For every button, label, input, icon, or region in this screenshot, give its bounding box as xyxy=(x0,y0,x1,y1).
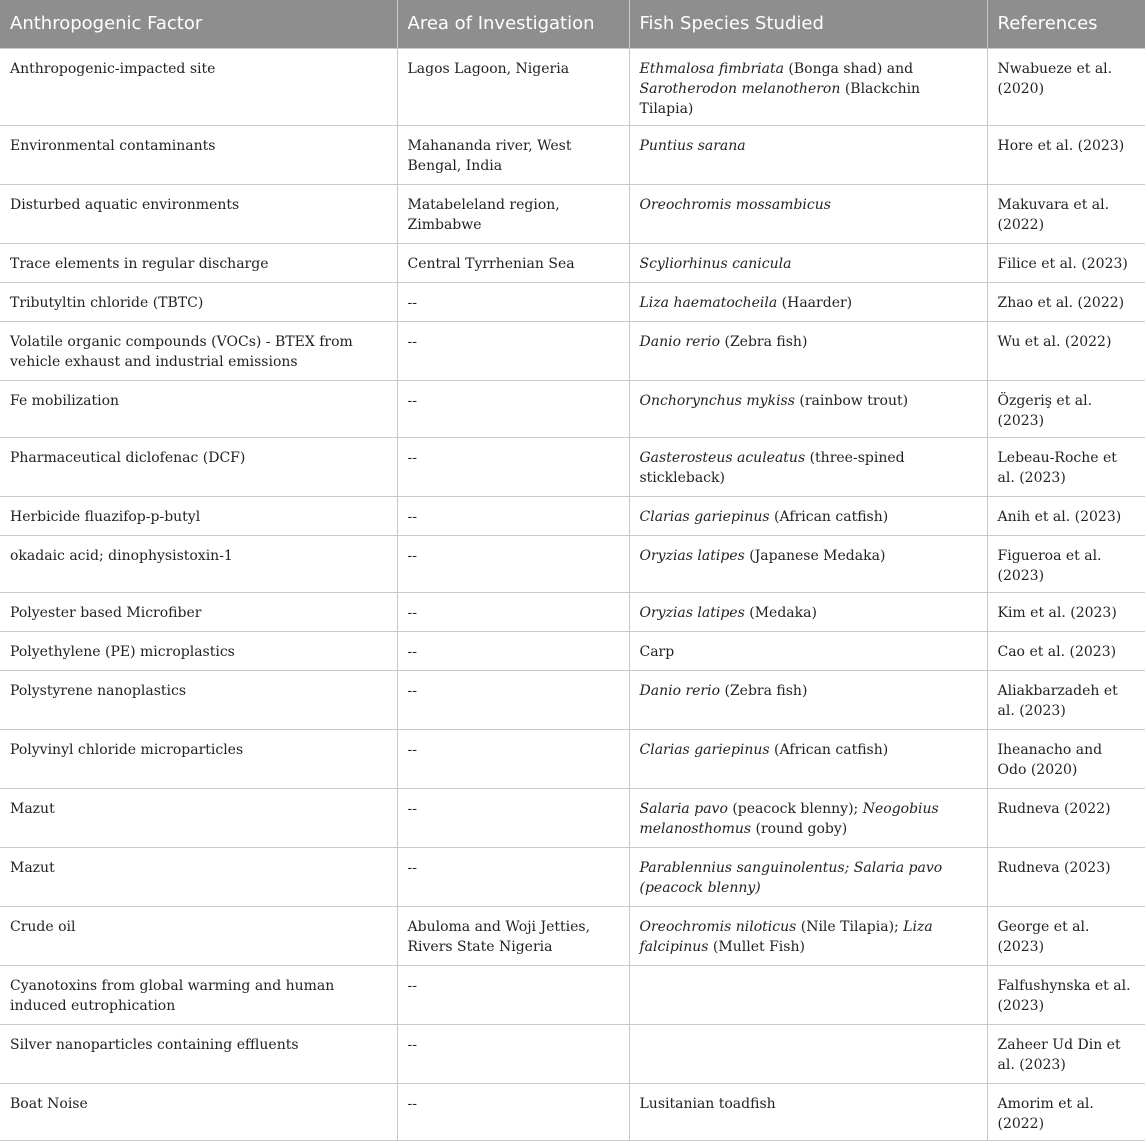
cell-area-of-investigation: -- xyxy=(397,729,629,788)
cell-reference: Rudneva (2022) xyxy=(987,788,1145,847)
cell-fish-species xyxy=(629,282,987,321)
species-text: (Bonga shad) and xyxy=(783,60,914,77)
table-row xyxy=(0,788,1145,847)
species-text: (African catfish) xyxy=(769,741,889,758)
cell-fish-species xyxy=(629,788,987,847)
cell-area-of-investigation: -- xyxy=(397,1024,629,1083)
species-scientific-name: Clarias gariepinus xyxy=(639,741,770,758)
species-scientific-name: Gasterosteus aculeatus xyxy=(639,449,806,466)
cell-anthropogenic-factor: Polyvinyl chloride microparticles xyxy=(0,729,397,788)
species-scientific-name: Scyliorhinus canicula xyxy=(639,255,792,272)
cell-area-of-investigation: Abuloma and Woji Jetties, Rivers State Nigeria xyxy=(397,906,629,965)
cell-area-of-investigation: -- xyxy=(397,437,629,496)
cell-anthropogenic-factor: Mazut xyxy=(0,788,397,847)
species-scientific-name: Danio rerio xyxy=(639,682,721,699)
cell-area-of-investigation: -- xyxy=(397,535,629,592)
cell-anthropogenic-factor: Polyester based Microfiber xyxy=(0,592,397,631)
table-row xyxy=(0,1024,1145,1083)
cell-reference: Amorim et al. (2022) xyxy=(987,1083,1145,1140)
species-text: (Mullet Fish) xyxy=(708,938,805,955)
table-row xyxy=(0,184,1145,243)
species-scientific-name: Liza haematocheila xyxy=(639,294,778,311)
header-fish-species-studied: Fish Species Studied xyxy=(629,0,987,48)
cell-anthropogenic-factor: Crude oil xyxy=(0,906,397,965)
species-text: (Zebra fish) xyxy=(720,333,808,350)
header-references: References xyxy=(987,0,1145,48)
table-row xyxy=(0,670,1145,729)
cell-reference: Makuvara et al. (2022) xyxy=(987,184,1145,243)
table-body xyxy=(0,48,1145,1140)
species-scientific-name: Sarotherodon melanotheron xyxy=(639,80,841,97)
cell-fish-species xyxy=(629,243,987,282)
species-text: (three-spined stickleback) xyxy=(639,449,905,486)
cell-fish-species xyxy=(629,1083,987,1140)
table-row xyxy=(0,125,1145,184)
species-text: (Japanese Medaka) xyxy=(744,547,886,564)
cell-area-of-investigation: Central Tyrrhenian Sea xyxy=(397,243,629,282)
cell-anthropogenic-factor: Mazut xyxy=(0,847,397,906)
cell-anthropogenic-factor: Boat Noise xyxy=(0,1083,397,1140)
species-scientific-name: Ethmalosa fimbriata xyxy=(639,60,784,77)
cell-anthropogenic-factor: Pharmaceutical diclofenac (DCF) xyxy=(0,437,397,496)
cell-reference: Cao et al. (2023) xyxy=(987,631,1145,670)
cell-reference: Rudneva (2023) xyxy=(987,847,1145,906)
table-header xyxy=(0,0,1145,48)
cell-reference: Lebeau-Roche et al. (2023) xyxy=(987,437,1145,496)
species-text: Lusitanian toadfish xyxy=(639,1095,776,1112)
cell-area-of-investigation: -- xyxy=(397,788,629,847)
table-row xyxy=(0,48,1145,125)
cell-fish-species xyxy=(629,535,987,592)
cell-fish-species xyxy=(629,1024,987,1083)
species-text: (Zebra fish) xyxy=(720,682,808,699)
cell-area-of-investigation: -- xyxy=(397,321,629,380)
cell-reference: Zaheer Ud Din et al. (2023) xyxy=(987,1024,1145,1083)
cell-fish-species xyxy=(629,847,987,906)
cell-reference: Falfushynska et al. (2023) xyxy=(987,965,1145,1024)
cell-fish-species xyxy=(629,729,987,788)
cell-anthropogenic-factor: okadaic acid; dinophysistoxin-1 xyxy=(0,535,397,592)
cell-area-of-investigation: Mahananda river, West Bengal, India xyxy=(397,125,629,184)
cell-anthropogenic-factor: Polyethylene (PE) microplastics xyxy=(0,631,397,670)
cell-reference: Zhao et al. (2022) xyxy=(987,282,1145,321)
species-scientific-name: Danio rerio xyxy=(639,333,721,350)
species-scientific-name: Clarias gariepinus xyxy=(639,508,770,525)
table-row xyxy=(0,965,1145,1024)
cell-anthropogenic-factor: Anthropogenic-impacted site xyxy=(0,48,397,125)
cell-anthropogenic-factor: Herbicide fluazifop-p-butyl xyxy=(0,496,397,535)
cell-fish-species xyxy=(629,380,987,437)
cell-fish-species xyxy=(629,437,987,496)
cell-fish-species xyxy=(629,125,987,184)
species-scientific-name: Parablennius sanguinolentus; Salaria pavo (peacock blenny) xyxy=(639,859,943,896)
species-scientific-name: Liza falcipinus xyxy=(639,918,933,955)
species-text: (Blackchin Tilapia) xyxy=(639,80,921,117)
cell-anthropogenic-factor: Tributyltin chloride (TBTC) xyxy=(0,282,397,321)
cell-anthropogenic-factor: Fe mobilization xyxy=(0,380,397,437)
table-row xyxy=(0,535,1145,592)
table-row xyxy=(0,1083,1145,1140)
cell-fish-species xyxy=(629,184,987,243)
cell-reference: Wu et al. (2022) xyxy=(987,321,1145,380)
species-text: (Haarder) xyxy=(777,294,853,311)
cell-area-of-investigation: Lagos Lagoon, Nigeria xyxy=(397,48,629,125)
cell-area-of-investigation: -- xyxy=(397,965,629,1024)
species-scientific-name: Oreochromis niloticus xyxy=(639,918,797,935)
species-text: Carp xyxy=(639,643,675,660)
table-row xyxy=(0,592,1145,631)
species-scientific-name: Oreochromis mossambicus xyxy=(639,196,831,213)
species-scientific-name: Puntius sarana xyxy=(639,137,746,154)
cell-fish-species xyxy=(629,496,987,535)
species-scientific-name: Oryzias latipes xyxy=(639,604,745,621)
cell-reference: Filice et al. (2023) xyxy=(987,243,1145,282)
cell-fish-species xyxy=(629,48,987,125)
cell-area-of-investigation: -- xyxy=(397,282,629,321)
cell-fish-species xyxy=(629,965,987,1024)
cell-reference: Kim et al. (2023) xyxy=(987,592,1145,631)
header-anthropogenic-factor: Anthropogenic Factor xyxy=(0,0,397,48)
species-text: (African catfish) xyxy=(769,508,889,525)
table-row xyxy=(0,729,1145,788)
cell-reference: George et al. (2023) xyxy=(987,906,1145,965)
cell-reference: Iheanacho and Odo (2020) xyxy=(987,729,1145,788)
cell-reference: Hore et al. (2023) xyxy=(987,125,1145,184)
cell-reference: Anih et al. (2023) xyxy=(987,496,1145,535)
species-text: (rainbow trout) xyxy=(794,392,909,409)
cell-reference: Figueroa et al. (2023) xyxy=(987,535,1145,592)
cell-reference: Nwabueze et al. (2020) xyxy=(987,48,1145,125)
cell-fish-species xyxy=(629,631,987,670)
table-row xyxy=(0,437,1145,496)
header-area-of-investigation: Area of Investigation xyxy=(397,0,629,48)
table-row xyxy=(0,496,1145,535)
cell-reference: Aliakbarzadeh et al. (2023) xyxy=(987,670,1145,729)
species-scientific-name: Onchorynchus mykiss xyxy=(639,392,795,409)
cell-anthropogenic-factor: Silver nanoparticles containing effluents xyxy=(0,1024,397,1083)
cell-anthropogenic-factor: Disturbed aquatic environments xyxy=(0,184,397,243)
cell-fish-species xyxy=(629,906,987,965)
table-row xyxy=(0,906,1145,965)
species-scientific-name: Neogobius melanosthomus xyxy=(639,800,939,837)
cell-fish-species xyxy=(629,670,987,729)
cell-reference: Özgeriş et al. (2023) xyxy=(987,380,1145,437)
cell-area-of-investigation: -- xyxy=(397,380,629,437)
table-row xyxy=(0,847,1145,906)
cell-anthropogenic-factor: Trace elements in regular discharge xyxy=(0,243,397,282)
table-row xyxy=(0,282,1145,321)
table-row xyxy=(0,380,1145,437)
cell-fish-species xyxy=(629,321,987,380)
cell-anthropogenic-factor: Environmental contaminants xyxy=(0,125,397,184)
cell-anthropogenic-factor: Cyanotoxins from global warming and human induced eutrophication xyxy=(0,965,397,1024)
cell-anthropogenic-factor: Volatile organic compounds (VOCs) - BTEX from vehicle exhaust and industrial emissions xyxy=(0,321,397,380)
cell-anthropogenic-factor: Polystyrene nanoplastics xyxy=(0,670,397,729)
table-row xyxy=(0,631,1145,670)
cell-area-of-investigation: -- xyxy=(397,496,629,535)
cell-area-of-investigation: -- xyxy=(397,847,629,906)
species-text: (round goby) xyxy=(751,820,848,837)
species-text: (Nile Tilapia); xyxy=(796,918,904,935)
cell-area-of-investigation: -- xyxy=(397,592,629,631)
cell-area-of-investigation: -- xyxy=(397,1083,629,1140)
table-row xyxy=(0,321,1145,380)
table-row xyxy=(0,243,1145,282)
header-row xyxy=(0,0,1145,48)
cell-fish-species xyxy=(629,592,987,631)
cell-area-of-investigation: -- xyxy=(397,670,629,729)
cell-area-of-investigation: Matabeleland region, Zimbabwe xyxy=(397,184,629,243)
species-scientific-name: Oryzias latipes xyxy=(639,547,745,564)
species-text: (peacock blenny); xyxy=(727,800,863,817)
species-scientific-name: Salaria pavo xyxy=(639,800,728,817)
cell-area-of-investigation: -- xyxy=(397,631,629,670)
species-text: (Medaka) xyxy=(744,604,817,621)
